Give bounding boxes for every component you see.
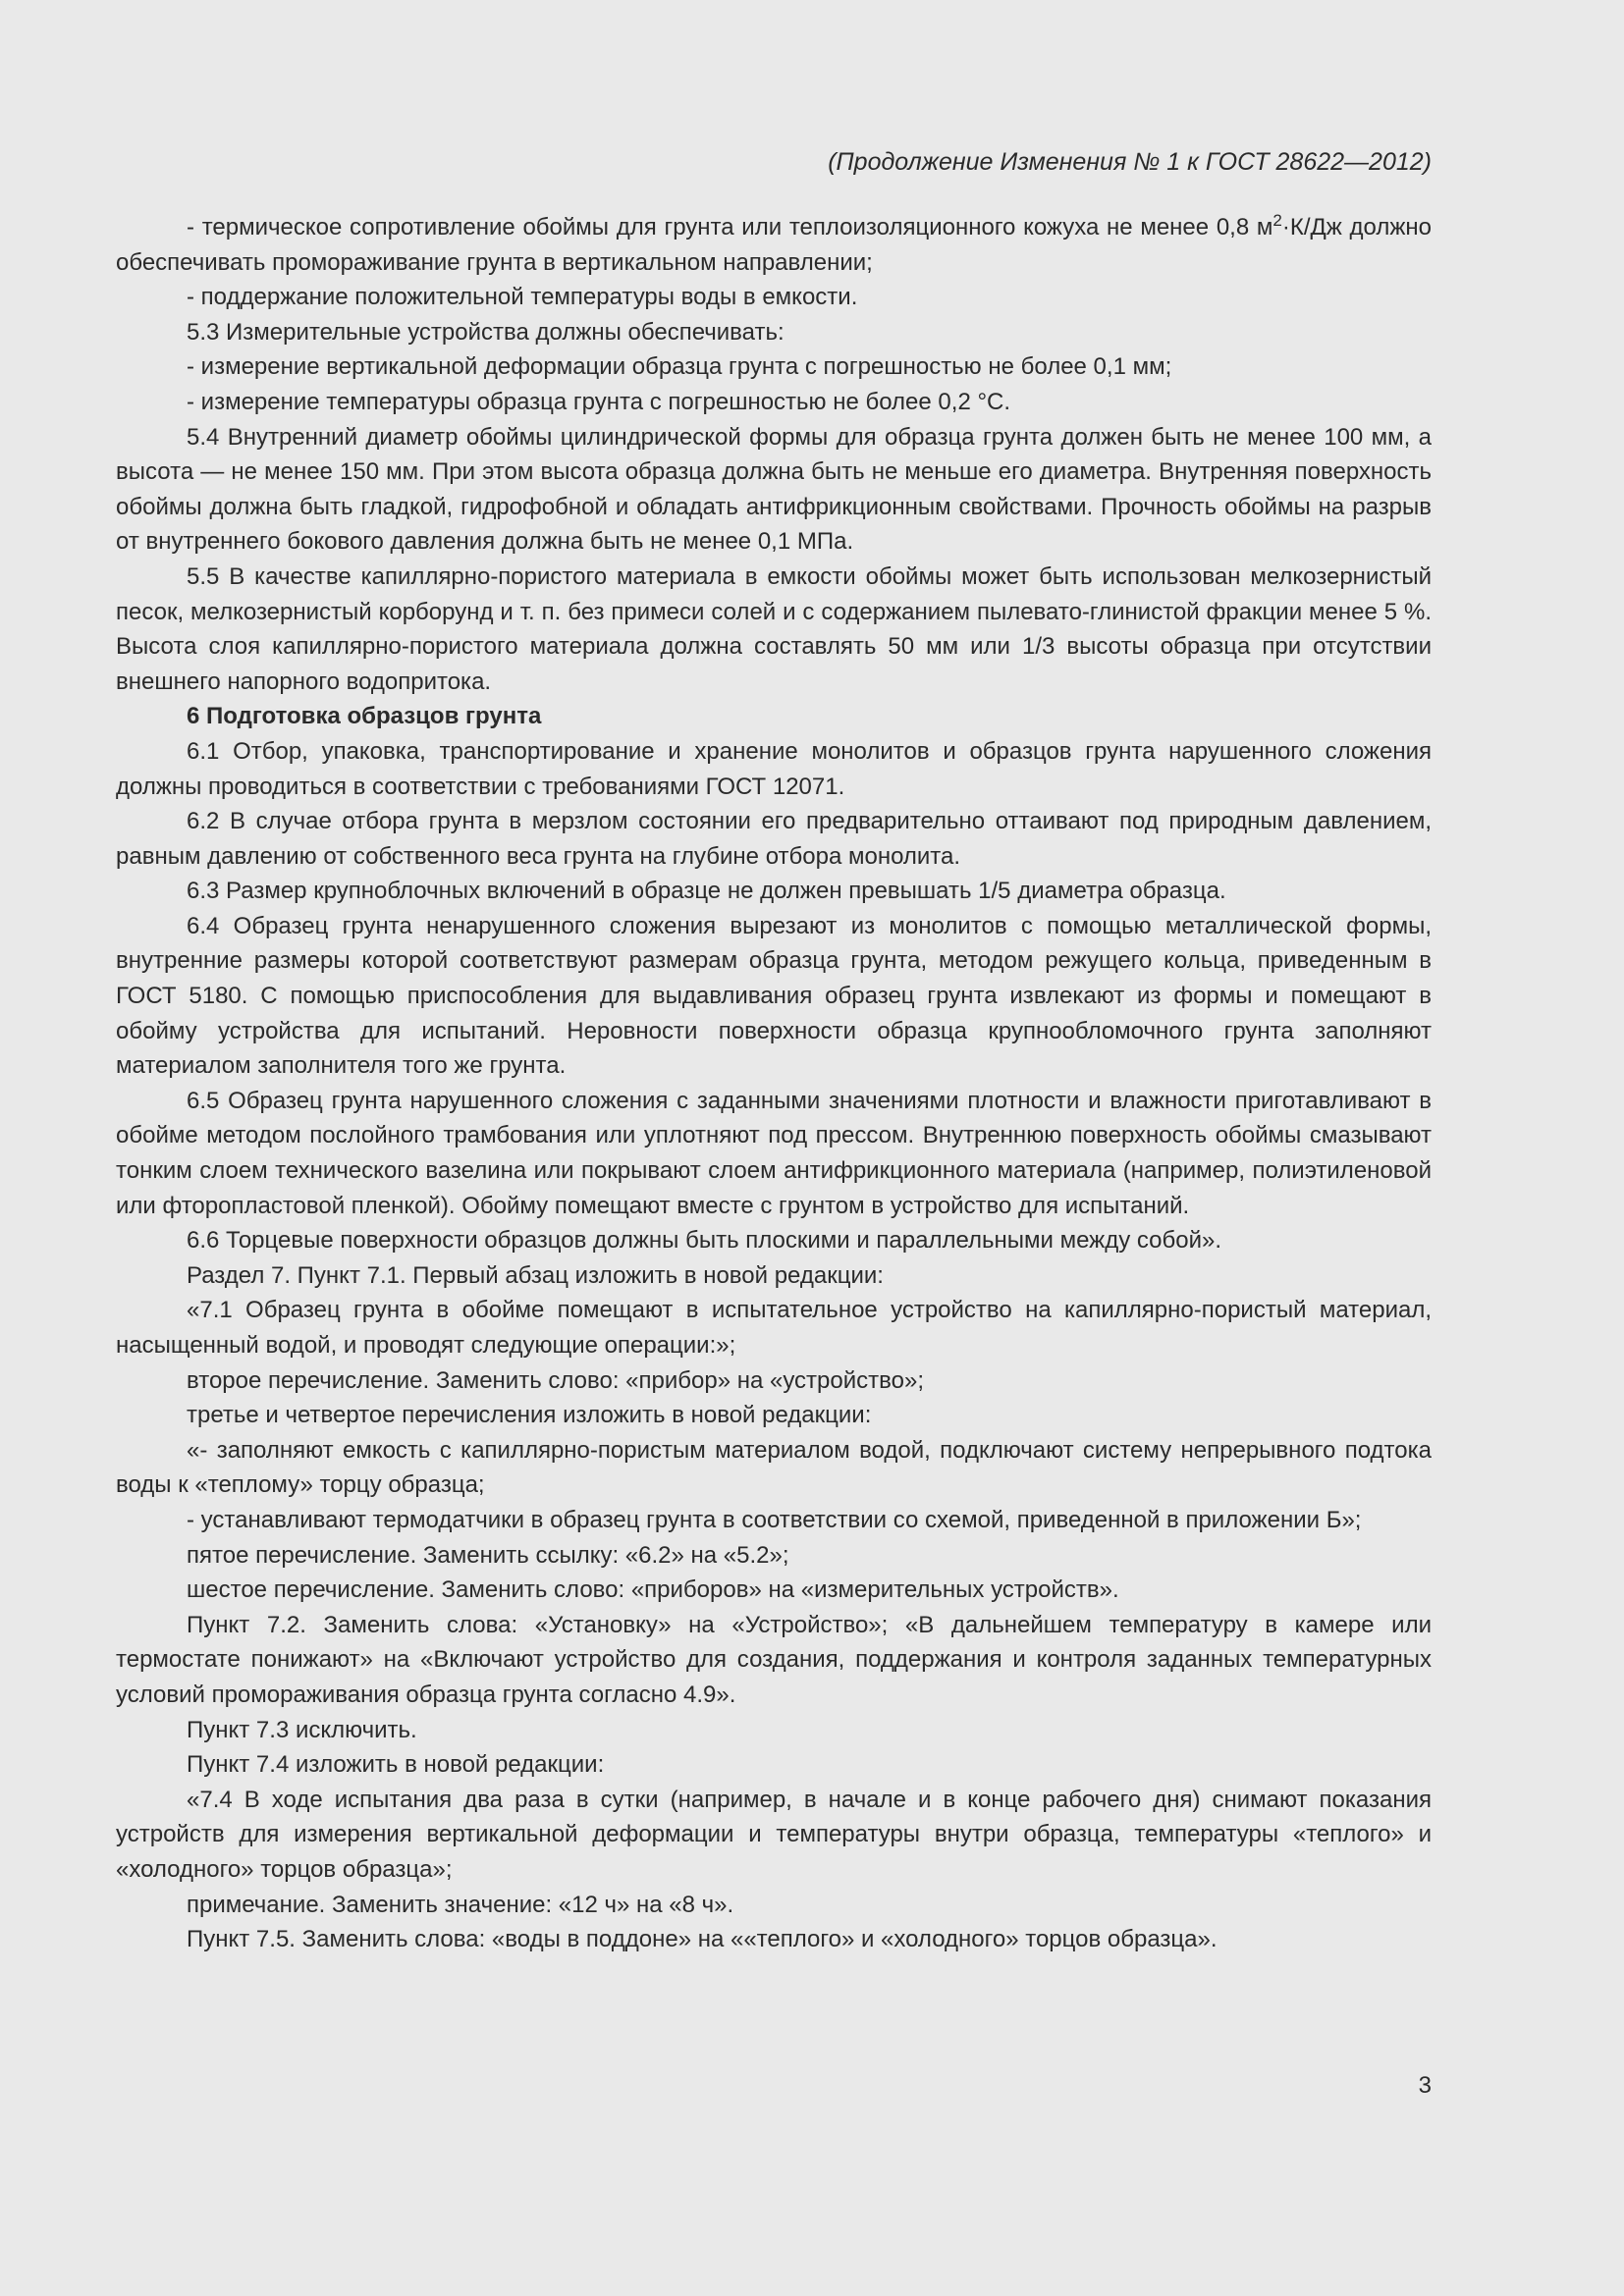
paragraph: 6.1 Отбор, упаковка, транспортирование и хранение монолитов и образцов грунта нарушенного сложения должны проводиться в соответствии с требованиями ГОСТ 12071.: [116, 737, 1432, 800]
document-body: [116, 210, 1432, 1957]
paragraph: 5.5 В качестве капиллярно-пористого материала в емкости обоймы может быть использован мелкозернистый песок, мелкозернистый корборунд и т. п. без примеси солей и с содержанием пылевато-глинистой фракции менее 5 %. Высота слоя капиллярно-пористого материала должна составлять 50 мм или 1/3 высоты образца при отсутствии внешнего напорного водопритока.: [116, 562, 1432, 695]
section-heading: 6 Подготовка образцов грунта: [187, 703, 542, 730]
paragraph: шестое перечисление. Заменить слово: «приборов» на «измерительных устройств».: [187, 1576, 1119, 1604]
paragraph: пятое перечисление. Заменить ссылку: «6.2» на «5.2»;: [187, 1541, 789, 1569]
paragraph: - измерение вертикальной деформации образца грунта с погрешностью не более 0,1 мм;: [187, 353, 1172, 381]
paragraph: 6.4 Образец грунта ненарушенного сложения вырезают из монолитов с помощью металлической формы, внутренние размеры которой соответствуют размерам образца грунта, методом режущего кольца, приведенным в ГОСТ 5180. С помощью приспособления для выдавливания образец грунта извлекают из формы и помещают в обойму устройства для испытаний. Неровности поверхности образца крупнообломочного грунта заполняют материалом заполнителя того же грунта.: [116, 912, 1432, 1080]
paragraph: «7.1 Образец грунта в обойме помещают в испытательное устройство на капиллярно-пористый материал, насыщенный водой, и проводят следующие операции:»;: [116, 1297, 1432, 1359]
paragraph: - устанавливают термодатчики в образец грунта в соответствии со схемой, приведенной в приложении Б»;: [187, 1506, 1362, 1533]
paragraph: - поддержание положительной температуры воды в емкости.: [187, 284, 858, 311]
paragraph: «7.4 В ходе испытания два раза в сутки (например, в начале и в конце рабочего дня) снимают показания устройств для измерения вертикальной деформации и температуры внутри образца, температуры «теплого» и «холодного» торцов образца»;: [116, 1786, 1432, 1883]
paragraph: Пункт 7.3 исключить.: [187, 1716, 417, 1743]
paragraph: Пункт 7.5. Заменить слова: «воды в поддоне» на ««теплого» и «холодного» торцов образца».: [187, 1926, 1218, 1953]
paragraph: 6.6 Торцевые поверхности образцов должны быть плоскими и параллельными между собой».: [187, 1227, 1222, 1255]
paragraph: Пункт 7.2. Заменить слова: «Установку» на «Устройство»; «В дальнейшем температуру в камере или термостате понижают» на «Включают устройство для создания, поддержания и контроля заданных температурных условий промораживания образца грунта согласно 4.9».: [116, 1611, 1432, 1708]
running-header: (Продолжение Изменения № 1 к ГОСТ 28622—2012): [828, 148, 1432, 176]
paragraph: 5.4 Внутренний диаметр обоймы цилиндрической формы для образца грунта должен быть не менее 100 мм, а высота — не менее 150 мм. При этом высота образца должна быть не меньше его диаметра. Внутренняя поверхность обоймы должна быть гладкой, гидрофобной и обладать антифрикционным свойствами. Прочность обоймы на разрыв от внутреннего бокового давления должна быть не менее 0,1 МПа.: [116, 423, 1432, 556]
paragraph: «- заполняют емкость с капиллярно-пористым материалом водой, подключают систему непрерывного подтока воды к «теплому» торцу образца;: [116, 1436, 1432, 1499]
paragraph: второе перечисление. Заменить слово: «прибор» на «устройство»;: [187, 1366, 924, 1394]
paragraph-text: ·К/Дж должно обеспечивать промораживание грунта в вертикальном направлении;: [116, 214, 1432, 276]
paragraph: Пункт 7.4 изложить в новой редакции:: [187, 1751, 605, 1779]
paragraph-text: - термическое сопротивление обоймы для грунта или теплоизоляционного кожуха не менее 0,8 м: [187, 214, 1273, 240]
paragraph: 6.2 В случае отбора грунта в мерзлом состоянии его предварительно оттаивают под природным давлением, равным давлению от собственного веса грунта на глубине отбора монолита.: [116, 808, 1432, 870]
paragraph: - измерение температуры образца грунта с погрешностью не более 0,2 °С.: [187, 388, 1011, 415]
superscript: 2: [1272, 211, 1282, 230]
page-number: 3: [1418, 2072, 1432, 2099]
paragraph: [116, 210, 1432, 280]
paragraph: Раздел 7. Пункт 7.1. Первый абзац изложить в новой редакции:: [187, 1261, 884, 1289]
paragraph: 6.3 Размер крупноблочных включений в образце не должен превышать 1/5 диаметра образца.: [187, 878, 1226, 905]
paragraph: 6.5 Образец грунта нарушенного сложения с заданными значениями плотности и влажности приготавливают в обойме методом послойного трамбования или уплотняют под прессом. Внутреннюю поверхность обоймы смазывают тонким слоем технического вазелина или покрывают слоем антифрикционного материала (например, полиэтиленовой или фторопластовой пленкой). Обойму помещают вместе с грунтом в устройство для испытаний.: [116, 1087, 1432, 1219]
paragraph: третье и четвертое перечисления изложить в новой редакции:: [187, 1402, 872, 1429]
paragraph: примечание. Заменить значение: «12 ч» на «8 ч».: [187, 1891, 734, 1918]
paragraph: 5.3 Измерительные устройства должны обеспечивать:: [187, 318, 785, 346]
